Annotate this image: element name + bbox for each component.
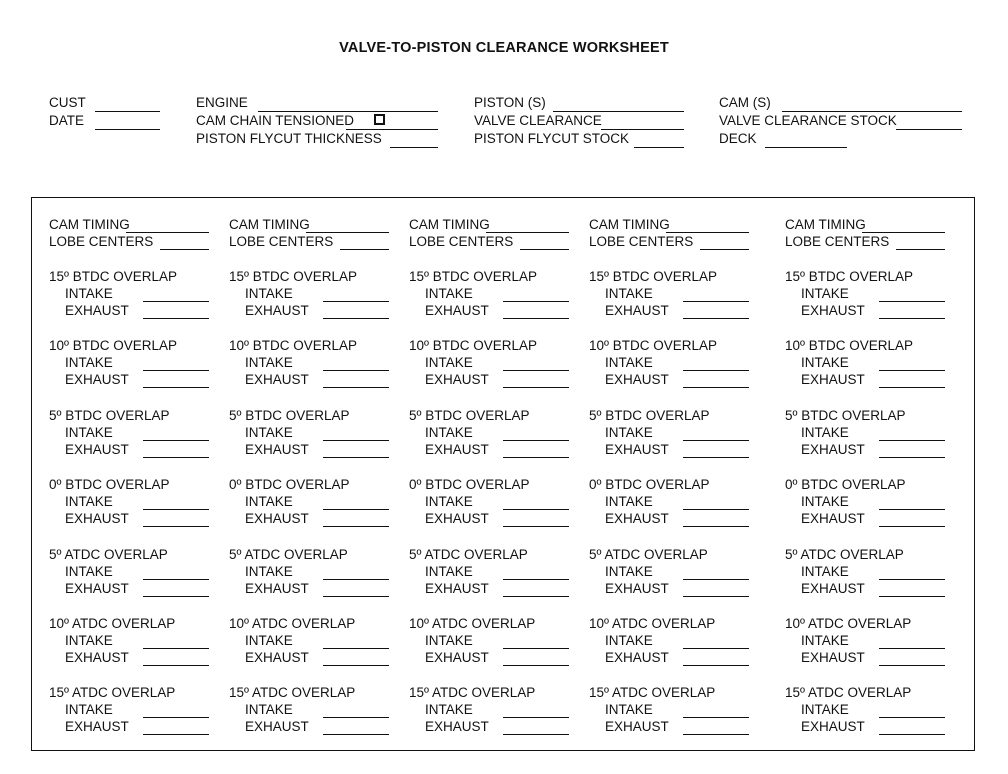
valve-clearance-label: VALVE CLEARANCE: [474, 113, 602, 128]
engine-label: ENGINE: [196, 95, 248, 110]
exhaust-label: EXHAUST: [245, 511, 309, 526]
exhaust-label: EXHAUST: [65, 303, 129, 318]
exhaust-label: EXHAUST: [425, 511, 489, 526]
intake-label: INTAKE: [605, 564, 653, 579]
intake-label: INTAKE: [245, 355, 293, 370]
intake-input-line[interactable]: [683, 717, 749, 718]
intake-label: INTAKE: [605, 633, 653, 648]
intake-label: INTAKE: [65, 494, 113, 509]
exhaust-input-line[interactable]: [879, 596, 945, 597]
exhaust-input-line[interactable]: [143, 596, 209, 597]
overlap-heading: 15º ATDC OVERLAP: [229, 685, 356, 700]
overlap-heading: 5º BTDC OVERLAP: [589, 408, 710, 423]
intake-label: INTAKE: [605, 702, 653, 717]
overlap-heading: 10º BTDC OVERLAP: [229, 338, 357, 353]
lobe-centers-input-line[interactable]: [896, 249, 945, 250]
overlap-heading: 10º BTDC OVERLAP: [785, 338, 913, 353]
overlap-heading: 5º BTDC OVERLAP: [409, 408, 530, 423]
cam-timing-label: CAM TIMING: [409, 217, 490, 232]
intake-input-line[interactable]: [879, 717, 945, 718]
intake-input-line[interactable]: [503, 301, 569, 302]
lobe-centers-label: LOBE CENTERS: [409, 234, 514, 249]
intake-label: INTAKE: [65, 702, 113, 717]
intake-input-line[interactable]: [503, 440, 569, 441]
cust-field: [49, 94, 161, 112]
intake-input-line[interactable]: [143, 717, 209, 718]
exhaust-label: EXHAUST: [605, 650, 669, 665]
piston-flycut-thickness-input-line[interactable]: [390, 147, 438, 148]
intake-label: INTAKE: [801, 425, 849, 440]
exhaust-label: EXHAUST: [425, 719, 489, 734]
overlap-heading: 15º BTDC OVERLAP: [409, 269, 537, 284]
intake-input-line[interactable]: [143, 579, 209, 580]
intake-input-line[interactable]: [683, 301, 749, 302]
cam-timing-label: CAM TIMING: [229, 217, 310, 232]
exhaust-input-line[interactable]: [683, 596, 749, 597]
exhaust-label: EXHAUST: [245, 372, 309, 387]
cam-timing-label: CAM TIMING: [785, 217, 866, 232]
lobe-centers-input-line[interactable]: [340, 249, 389, 250]
exhaust-label: EXHAUST: [245, 303, 309, 318]
worksheet-column: [785, 198, 945, 750]
cam-chain-tensioned-checkbox[interactable]: [374, 114, 385, 125]
exhaust-label: EXHAUST: [801, 511, 865, 526]
exhaust-input-line[interactable]: [683, 665, 749, 666]
intake-input-line[interactable]: [683, 440, 749, 441]
intake-label: INTAKE: [65, 564, 113, 579]
exhaust-input-line[interactable]: [323, 457, 389, 458]
worksheet-column: [589, 198, 749, 750]
exhaust-label: EXHAUST: [65, 442, 129, 457]
overlap-heading: 5º ATDC OVERLAP: [49, 547, 168, 562]
intake-input-line[interactable]: [503, 370, 569, 371]
exhaust-input-line[interactable]: [503, 318, 569, 319]
exhaust-input-line[interactable]: [143, 734, 209, 735]
overlap-heading: 10º BTDC OVERLAP: [49, 338, 177, 353]
intake-label: INTAKE: [245, 702, 293, 717]
exhaust-input-line[interactable]: [143, 665, 209, 666]
intake-label: INTAKE: [801, 564, 849, 579]
exhaust-input-line[interactable]: [323, 526, 389, 527]
cam-timing-label: CAM TIMING: [49, 217, 130, 232]
overlap-heading: 15º ATDC OVERLAP: [49, 685, 176, 700]
exhaust-input-line[interactable]: [879, 457, 945, 458]
exhaust-input-line[interactable]: [683, 387, 749, 388]
intake-input-line[interactable]: [683, 509, 749, 510]
exhaust-label: EXHAUST: [245, 581, 309, 596]
lobe-centers-input-line[interactable]: [520, 249, 569, 250]
intake-input-line[interactable]: [503, 648, 569, 649]
intake-label: INTAKE: [425, 355, 473, 370]
exhaust-input-line[interactable]: [683, 457, 749, 458]
intake-label: INTAKE: [245, 286, 293, 301]
overlap-heading: 0º BTDC OVERLAP: [589, 477, 710, 492]
exhaust-label: EXHAUST: [425, 372, 489, 387]
lobe-centers-label: LOBE CENTERS: [785, 234, 890, 249]
exhaust-input-line[interactable]: [503, 526, 569, 527]
pistons-label: PISTON (S): [474, 95, 546, 110]
intake-label: INTAKE: [801, 702, 849, 717]
exhaust-input-line[interactable]: [143, 457, 209, 458]
intake-label: INTAKE: [65, 355, 113, 370]
exhaust-input-line[interactable]: [683, 734, 749, 735]
deck-label: DECK: [719, 131, 757, 146]
exhaust-label: EXHAUST: [245, 442, 309, 457]
overlap-heading: 10º ATDC OVERLAP: [589, 616, 716, 631]
exhaust-input-line[interactable]: [879, 318, 945, 319]
exhaust-input-line[interactable]: [503, 734, 569, 735]
intake-label: INTAKE: [65, 286, 113, 301]
cam-timing-label: CAM TIMING: [589, 217, 670, 232]
lobe-centers-label: LOBE CENTERS: [589, 234, 694, 249]
measurement-panel: [31, 197, 975, 751]
exhaust-label: EXHAUST: [425, 303, 489, 318]
intake-label: INTAKE: [65, 425, 113, 440]
cam-chain-tensioned-label: CAM CHAIN TENSIONED: [196, 113, 355, 128]
overlap-heading: 0º BTDC OVERLAP: [409, 477, 530, 492]
exhaust-input-line[interactable]: [143, 526, 209, 527]
exhaust-input-line[interactable]: [143, 318, 209, 319]
intake-input-line[interactable]: [683, 579, 749, 580]
piston-flycut-stock-label: PISTON FLYCUT STOCK: [474, 131, 630, 146]
exhaust-label: EXHAUST: [605, 581, 669, 596]
exhaust-label: EXHAUST: [65, 719, 129, 734]
exhaust-label: EXHAUST: [605, 442, 669, 457]
overlap-heading: 15º ATDC OVERLAP: [589, 685, 716, 700]
intake-input-line[interactable]: [683, 370, 749, 371]
piston-flycut-stock-input-line[interactable]: [634, 147, 684, 148]
exhaust-label: EXHAUST: [605, 372, 669, 387]
intake-label: INTAKE: [801, 494, 849, 509]
exhaust-label: EXHAUST: [801, 372, 865, 387]
intake-input-line[interactable]: [503, 717, 569, 718]
valve-clearance-stock-input-line[interactable]: [896, 129, 962, 130]
overlap-heading: 10º ATDC OVERLAP: [49, 616, 176, 631]
overlap-heading: 5º BTDC OVERLAP: [229, 408, 350, 423]
overlap-heading: 10º ATDC OVERLAP: [785, 616, 912, 631]
intake-input-line[interactable]: [323, 648, 389, 649]
intake-input-line[interactable]: [879, 648, 945, 649]
exhaust-input-line[interactable]: [683, 526, 749, 527]
intake-input-line[interactable]: [143, 301, 209, 302]
valve-clearance-stock-label: VALVE CLEARANCE STOCK: [719, 113, 897, 128]
exhaust-label: EXHAUST: [605, 719, 669, 734]
intake-input-line[interactable]: [323, 509, 389, 510]
exhaust-label: EXHAUST: [425, 581, 489, 596]
intake-input-line[interactable]: [879, 579, 945, 580]
exhaust-label: EXHAUST: [605, 303, 669, 318]
date-label: DATE: [49, 113, 85, 128]
exhaust-label: EXHAUST: [425, 650, 489, 665]
worksheet-column: [409, 198, 569, 750]
exhaust-input-line[interactable]: [879, 734, 945, 735]
intake-label: INTAKE: [425, 702, 473, 717]
overlap-heading: 5º ATDC OVERLAP: [785, 547, 904, 562]
intake-label: INTAKE: [245, 564, 293, 579]
overlap-heading: 15º BTDC OVERLAP: [589, 269, 717, 284]
cust-label: CUST: [49, 95, 86, 110]
overlap-heading: 0º BTDC OVERLAP: [229, 477, 350, 492]
lobe-centers-label: LOBE CENTERS: [229, 234, 334, 249]
cam-timing-input-line[interactable]: [306, 232, 389, 233]
lobe-centers-input-line[interactable]: [160, 249, 209, 250]
intake-input-line[interactable]: [323, 440, 389, 441]
intake-input-line[interactable]: [503, 579, 569, 580]
intake-label: INTAKE: [605, 425, 653, 440]
intake-input-line[interactable]: [879, 509, 945, 510]
exhaust-input-line[interactable]: [323, 665, 389, 666]
exhaust-input-line[interactable]: [879, 665, 945, 666]
exhaust-label: EXHAUST: [65, 581, 129, 596]
intake-label: INTAKE: [605, 286, 653, 301]
overlap-heading: 5º ATDC OVERLAP: [409, 547, 528, 562]
overlap-heading: 15º BTDC OVERLAP: [785, 269, 913, 284]
exhaust-input-line[interactable]: [503, 457, 569, 458]
cams-label: CAM (S): [719, 95, 771, 110]
overlap-heading: 5º BTDC OVERLAP: [49, 408, 170, 423]
intake-label: INTAKE: [801, 286, 849, 301]
cam-timing-input-line[interactable]: [666, 232, 749, 233]
intake-input-line[interactable]: [503, 509, 569, 510]
cam-timing-input-line[interactable]: [126, 232, 209, 233]
overlap-heading: 15º BTDC OVERLAP: [229, 269, 357, 284]
overlap-heading: 10º BTDC OVERLAP: [589, 338, 717, 353]
overlap-heading: 0º BTDC OVERLAP: [49, 477, 170, 492]
intake-label: INTAKE: [801, 633, 849, 648]
intake-input-line[interactable]: [143, 440, 209, 441]
cam-timing-input-line[interactable]: [486, 232, 569, 233]
intake-input-line[interactable]: [879, 301, 945, 302]
date-input-line[interactable]: [95, 129, 160, 130]
intake-label: INTAKE: [245, 425, 293, 440]
intake-input-line[interactable]: [143, 648, 209, 649]
worksheet-title: VALVE-TO-PISTON CLEARANCE WORKSHEET: [339, 40, 669, 56]
overlap-heading: 10º ATDC OVERLAP: [409, 616, 536, 631]
overlap-heading: 5º ATDC OVERLAP: [229, 547, 348, 562]
intake-input-line[interactable]: [879, 440, 945, 441]
exhaust-label: EXHAUST: [801, 303, 865, 318]
exhaust-input-line[interactable]: [323, 387, 389, 388]
intake-input-line[interactable]: [323, 370, 389, 371]
intake-label: INTAKE: [605, 494, 653, 509]
lobe-centers-input-line[interactable]: [700, 249, 749, 250]
exhaust-input-line[interactable]: [503, 596, 569, 597]
intake-label: INTAKE: [605, 355, 653, 370]
overlap-heading: 5º BTDC OVERLAP: [785, 408, 906, 423]
exhaust-input-line[interactable]: [323, 318, 389, 319]
intake-input-line[interactable]: [143, 509, 209, 510]
exhaust-label: EXHAUST: [605, 511, 669, 526]
intake-label: INTAKE: [801, 355, 849, 370]
intake-input-line[interactable]: [879, 370, 945, 371]
overlap-heading: 5º ATDC OVERLAP: [589, 547, 708, 562]
worksheet-column: [49, 198, 209, 750]
overlap-heading: 0º BTDC OVERLAP: [785, 477, 906, 492]
exhaust-label: EXHAUST: [65, 650, 129, 665]
exhaust-input-line[interactable]: [879, 387, 945, 388]
exhaust-input-line[interactable]: [323, 596, 389, 597]
exhaust-label: EXHAUST: [801, 581, 865, 596]
piston-flycut-thickness-label: PISTON FLYCUT THICKNESS: [196, 131, 382, 146]
exhaust-input-line[interactable]: [879, 526, 945, 527]
overlap-heading: 10º BTDC OVERLAP: [409, 338, 537, 353]
intake-input-line[interactable]: [143, 370, 209, 371]
exhaust-label: EXHAUST: [801, 442, 865, 457]
intake-input-line[interactable]: [323, 579, 389, 580]
worksheet-column: [229, 198, 389, 750]
exhaust-label: EXHAUST: [801, 719, 865, 734]
exhaust-input-line[interactable]: [683, 318, 749, 319]
exhaust-label: EXHAUST: [65, 511, 129, 526]
exhaust-input-line[interactable]: [503, 665, 569, 666]
exhaust-label: EXHAUST: [65, 372, 129, 387]
overlap-heading: 15º BTDC OVERLAP: [49, 269, 177, 284]
exhaust-label: EXHAUST: [245, 650, 309, 665]
overlap-heading: 15º ATDC OVERLAP: [409, 685, 536, 700]
intake-label: INTAKE: [425, 286, 473, 301]
overlap-heading: 15º ATDC OVERLAP: [785, 685, 912, 700]
exhaust-input-line[interactable]: [323, 734, 389, 735]
lobe-centers-label: LOBE CENTERS: [49, 234, 154, 249]
exhaust-input-line[interactable]: [503, 387, 569, 388]
deck-input-line[interactable]: [765, 147, 847, 148]
intake-label: INTAKE: [425, 425, 473, 440]
exhaust-label: EXHAUST: [801, 650, 865, 665]
intake-label: INTAKE: [425, 564, 473, 579]
intake-label: INTAKE: [245, 494, 293, 509]
intake-label: INTAKE: [425, 633, 473, 648]
intake-input-line[interactable]: [683, 648, 749, 649]
intake-label: INTAKE: [65, 633, 113, 648]
overlap-heading: 10º ATDC OVERLAP: [229, 616, 356, 631]
exhaust-label: EXHAUST: [425, 442, 489, 457]
exhaust-label: EXHAUST: [245, 719, 309, 734]
date-field: [49, 112, 161, 130]
intake-input-line[interactable]: [323, 717, 389, 718]
intake-label: INTAKE: [245, 633, 293, 648]
intake-input-line[interactable]: [323, 301, 389, 302]
intake-label: INTAKE: [425, 494, 473, 509]
cam-timing-input-line[interactable]: [862, 232, 945, 233]
exhaust-input-line[interactable]: [143, 387, 209, 388]
